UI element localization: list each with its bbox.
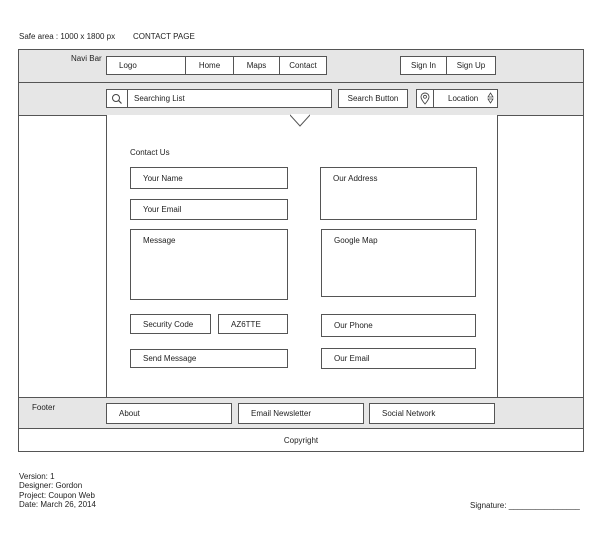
location-label: Location — [448, 94, 479, 103]
navbar-label: Navi Bar — [71, 54, 102, 63]
footer-label: Footer — [32, 403, 56, 412]
our-address-box: Our Address — [320, 167, 477, 220]
page-title: CONTACT PAGE — [133, 32, 195, 41]
logo[interactable]: Logo — [106, 56, 186, 75]
copyright: Copyright — [283, 435, 319, 445]
footer-newsletter-link[interactable]: Email Newsletter — [238, 403, 364, 424]
search-placeholder: Searching List — [127, 90, 185, 107]
nav-home[interactable]: Home — [185, 56, 234, 75]
name-field[interactable]: Your Name — [130, 167, 288, 189]
signature-line: Signature: ________________ — [470, 501, 580, 510]
send-message-button[interactable]: Send Message — [130, 349, 288, 368]
nav-maps[interactable]: Maps — [233, 56, 280, 75]
our-phone-box: Our Phone — [321, 314, 476, 337]
location-pin-icon — [417, 90, 434, 107]
version-note: Version: 1 — [19, 472, 55, 481]
location-select[interactable] — [416, 89, 498, 108]
our-email-box: Our Email — [321, 348, 476, 369]
project-note: Project: Coupon Web — [19, 491, 95, 500]
search-icon — [111, 93, 123, 105]
email-field[interactable]: Your Email — [130, 199, 288, 220]
footer-about-link[interactable]: About — [106, 403, 232, 424]
sign-up-button[interactable]: Sign Up — [446, 56, 496, 75]
date-note: Date: March 26, 2014 — [19, 500, 96, 509]
search-button[interactable]: Search Button — [338, 89, 408, 108]
message-field[interactable]: Message — [130, 229, 288, 300]
google-map[interactable]: Google Map — [321, 229, 476, 297]
contact-heading: Contact Us — [130, 148, 170, 157]
search-input[interactable] — [106, 89, 332, 108]
footer-social-link[interactable]: Social Network — [369, 403, 495, 424]
designer-note: Designer: Gordon — [19, 481, 83, 490]
dropdown-pointer-icon — [290, 114, 310, 127]
security-code-field[interactable]: Security Code — [130, 314, 211, 334]
sign-in-button[interactable]: Sign In — [400, 56, 447, 75]
safe-area-note: Safe area : 1000 x 1800 px — [19, 32, 116, 41]
security-code-value: AZ6TTE — [218, 314, 288, 334]
nav-contact[interactable]: Contact — [279, 56, 327, 75]
up-down-arrow-icon — [487, 92, 494, 106]
